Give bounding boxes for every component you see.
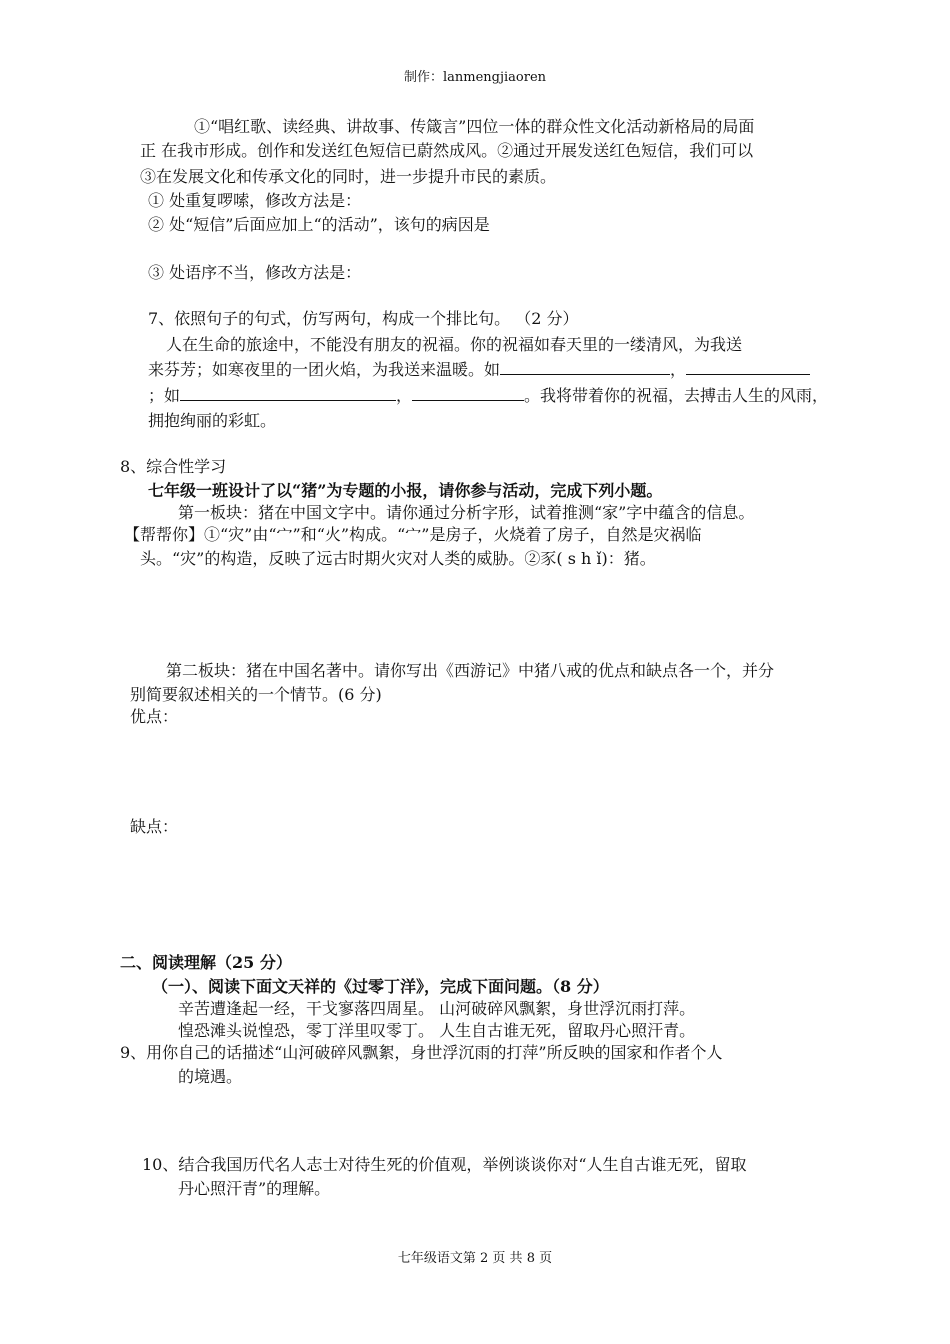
q7-line-2 — [148, 358, 810, 381]
q7-line-3 — [148, 384, 828, 407]
q7-comma-2: ， — [396, 386, 413, 405]
q7-answer-blank-2[interactable] — [686, 358, 810, 375]
q8-help-line-1: 【帮帮你】①“灾”由“宀”和“火”构成。“宀”是房子，火烧着了房子，自然是灾祸临 — [124, 525, 702, 544]
q6-passage-line-3: ③在发展文化和传承文化的同时，进一步提升市民的素质。 — [140, 167, 557, 186]
q8-title: 8、综合性学习 — [120, 457, 227, 476]
q8-cons-label: 缺点： — [130, 817, 179, 836]
q6-passage-line-2: 正 在我市形成。创作和发送红色短信已蔚然成风。②通过开展发送红色短信，我们可以 — [140, 141, 754, 160]
q10-line-2: 丹心照汗青”的理解。 — [178, 1179, 331, 1198]
section-2-sub-1: （一）、阅读下面文天祥的《过零丁洋》，完成下面问题。（8 分） — [152, 977, 609, 996]
q6-item-2: ② 处“短信”后面应加上“的活动”，该句的病因是 — [148, 215, 490, 234]
poem-line-2: 惶恐滩头说惶恐，零丁洋里叹零丁。 人生自古谁无死，留取丹心照汗青。 — [178, 1021, 696, 1040]
q7-answer-blank-4[interactable] — [412, 384, 524, 401]
q7-answer-blank-3[interactable] — [180, 384, 396, 401]
section-2-title: 二、阅读理解（25 分） — [120, 953, 292, 972]
q7-line-2-text: 来芬芳；如寒夜里的一团火焰，为我送来温暖。如 — [148, 360, 501, 379]
q7-line-3-end: 。我将带着你的祝福，去搏击人生的风雨， — [524, 386, 829, 405]
q8-block-1: 第一板块：猪在中国文字中。请你通过分析字形，试着推测“家”字中蕴含的信息。 — [178, 503, 755, 522]
page-header: 制作：lanmengjiaoren — [403, 70, 547, 85]
q7-answer-blank-1[interactable] — [500, 358, 670, 375]
page-footer: 七年级语文第 2 页 共 8 页 — [397, 1251, 553, 1266]
q7-line-4: 拥抱绚丽的彩虹。 — [148, 411, 277, 430]
q7-title: 7、依照句子的句式，仿写两句，构成一个排比句。 （2 分） — [148, 309, 579, 328]
q8-pros-label: 优点： — [130, 707, 179, 726]
q10-line-1: 10、结合我国历代名人志士对待生死的价值观，举例谈谈你对“人生自古谁无死，留取 — [142, 1155, 747, 1174]
poem-line-1: 辛苦遭逢起一经，干戈寥落四周星。 山河破碎风飘絮，身世浮沉雨打萍。 — [178, 999, 696, 1018]
q8-block-2-line-2: 别简要叙述相关的一个情节。(6 分) — [130, 685, 382, 704]
q8-block-2-line-1: 第二板块：猪在中国名著中。请你写出《西游记》中猪八戒的优点和缺点各一个，并分 — [166, 661, 775, 680]
q9-line-2: 的境遇。 — [178, 1067, 243, 1086]
q6-item-3: ③ 处语序不当，修改方法是： — [148, 263, 362, 282]
q8-help-line-2: 头。“灾”的构造，反映了远古时期火灾对人类的威胁。②豕( s h ǐ)：猪。 — [140, 549, 656, 568]
q7-line-1: 人在生命的旅途中，不能没有朋友的祝福。你的祝福如春天里的一缕清风，为我送 — [166, 335, 743, 354]
q6-item-1: ① 处重复啰嗦，修改方法是： — [148, 191, 362, 210]
q7-line-3-start: ；如 — [148, 386, 181, 405]
q7-comma: ， — [670, 360, 687, 379]
q8-intro: 七年级一班设计了以“猪”为专题的小报，请你参与活动，完成下列小题。 — [148, 481, 663, 500]
q9-line-1: 9、用你自己的话描述“山河破碎风飘絮，身世浮沉雨的打萍”所反映的国家和作者个人 — [120, 1043, 723, 1062]
q6-passage-line-1: ①“唱红歌、读经典、讲故事、传箴言”四位一体的群众性文化活动新格局的局面 — [194, 117, 755, 136]
